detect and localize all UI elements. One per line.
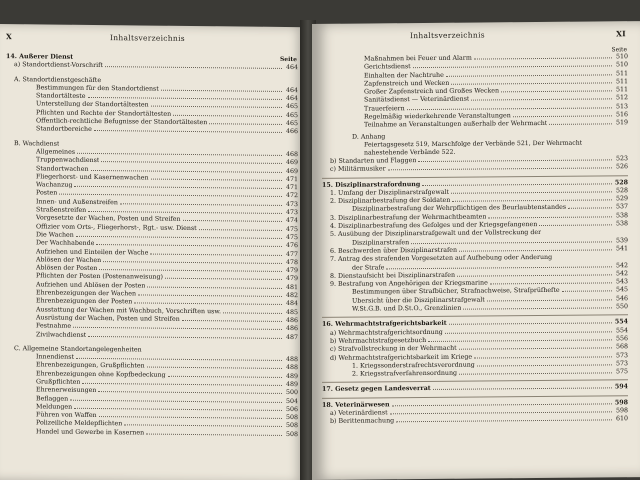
leader-dots xyxy=(422,183,612,186)
toc-entry-title: Maßnahmen bei Feuer und Alarm xyxy=(364,54,472,63)
toc-entry-page: 594 xyxy=(614,383,628,391)
leader-dots xyxy=(88,211,282,214)
toc-entry-title: 4. Disziplinarbestrafung des Gefolges und der Kriegsgefangenen xyxy=(330,221,538,230)
toc-entry-page: 473 xyxy=(285,200,298,208)
toc-entry-page: 488 xyxy=(285,364,298,372)
leader-dots xyxy=(70,399,282,402)
toc-section-heading: 14. Äußerer Dienst Seite xyxy=(6,53,297,64)
right-page-number: XI xyxy=(616,29,626,39)
leader-dots xyxy=(449,323,612,325)
toc-entry-title: c) Strafvollstreckung in der Wehrmacht xyxy=(330,344,457,354)
toc-entry-page: 484 xyxy=(285,300,298,308)
leader-dots xyxy=(161,90,282,92)
toc-entry-title: 17. Gesetz gegen Landesverrat xyxy=(322,385,431,394)
right-running-head: Inhaltsverzeichnis xyxy=(410,30,485,41)
toc-entry-title: 16. Wehrmachtstrafgerichtsbarkeit xyxy=(322,320,447,329)
leader-dots xyxy=(76,358,282,361)
toc-entry-page: 510 xyxy=(615,61,628,69)
leader-dots xyxy=(59,194,282,197)
left-page-number: X xyxy=(6,32,13,42)
toc-entry-page: 538 xyxy=(615,220,628,228)
toc-entry-title: a) Veterinärdienst xyxy=(330,409,388,417)
toc-entry-page: 556 xyxy=(615,335,628,343)
toc-entry-page: 573 xyxy=(615,351,628,359)
toc-entry-page: 465 xyxy=(285,111,298,119)
leader-dots xyxy=(513,115,612,117)
toc-entry-title: Beflaggen xyxy=(36,394,69,403)
toc-entry-title: 3. Disziplinarbestrafung der Wehrmachtbeamten xyxy=(330,213,487,222)
toc-entry-page: 575 xyxy=(615,368,628,376)
leader-dots xyxy=(433,388,612,391)
toc-entry-title: b) Wehrmachtstrafgesetzbuch xyxy=(330,336,427,345)
toc-entry-title: Standortälteste xyxy=(36,92,86,101)
toc-entry-title: Ehrenbezeigungen der Wachen xyxy=(36,289,137,298)
toc-entry-page: 554 xyxy=(614,318,628,326)
toc-entry-page: 538 xyxy=(615,211,628,220)
leader-dots xyxy=(459,249,612,251)
toc-entry-title: 15. Disziplinarstrafordnung xyxy=(322,180,421,189)
toc-entry-title: Ausstattung der Wachen mit Wachbuch, Vorschriften usw. xyxy=(36,305,222,315)
toc-entry-title: Aufziehen und Ablösen der Posten xyxy=(36,281,146,290)
toc-entry-page: 486 xyxy=(285,325,298,333)
toc-entry-page: 529 xyxy=(615,195,628,203)
toc-entry-title: Bestimmungen für den Standortdienst xyxy=(36,84,159,93)
toc-entry-title: Ehrenerweisungen xyxy=(36,386,97,395)
toc-entry-page: 528 xyxy=(614,178,628,186)
toc-entry-title: Vorgesetzte der Wachen, Posten und Streifen xyxy=(36,214,181,224)
toc-entry-title: 8. Dienstaufsicht bei Disziplinarstrafen xyxy=(330,271,456,280)
toc-entry-page: 598 xyxy=(615,407,628,415)
toc-entry-page: 475 xyxy=(285,225,298,233)
toc-entry-title: 1. Umfang der Disziplinarstrafgewalt xyxy=(330,188,450,197)
leader-dots xyxy=(396,420,612,423)
seite-label: Seite xyxy=(611,46,627,54)
toc-entry-page: 508 xyxy=(285,422,298,430)
leader-dots xyxy=(428,339,612,342)
toc-entry-page: 476 xyxy=(285,242,298,250)
toc-entry-page: 479 xyxy=(285,267,298,275)
toc-entry-title: Ehrenbezeigungen, Grußpflichten xyxy=(36,361,145,370)
leader-dots xyxy=(392,403,612,406)
toc-entry-title: Fliegerhorst- und Kasernenwachen xyxy=(36,173,149,182)
leader-dots xyxy=(88,335,282,338)
toc-entry-page: 465 xyxy=(285,120,298,128)
toc-entry-title: Einhalten der Nachtruhe xyxy=(364,71,444,80)
toc-entry-page: 526 xyxy=(615,163,628,171)
toc-entry xyxy=(6,428,298,439)
toc-entry-title: Pflichten der Posten (Postenanweisung) xyxy=(36,272,163,282)
leader-dots xyxy=(459,348,612,350)
toc-entry-title: W.St.G.B. und D.St.O., Grenzlinien xyxy=(352,304,462,313)
leader-dots xyxy=(539,224,612,226)
toc-entry-page: 465 xyxy=(285,103,298,111)
toc-entry-page: 554 xyxy=(615,326,628,334)
leader-dots xyxy=(446,74,612,76)
leader-dots xyxy=(138,294,282,297)
toc-entry-title: Gerichtsdienst xyxy=(364,63,411,71)
toc-section-heading xyxy=(322,384,628,395)
toc-entry-page: 504 xyxy=(285,397,298,405)
toc-entry-title: 18. Veterinärwesen xyxy=(322,401,390,409)
toc-entry-title: 2. Disziplinarbestrafung der Soldaten xyxy=(330,196,451,205)
section-divider xyxy=(322,380,628,384)
toc-entry-page: 466 xyxy=(285,128,298,136)
leader-dots xyxy=(99,416,282,419)
toc-entry-page: 519 xyxy=(615,119,628,127)
toc-entry-title: Der Wachhabende xyxy=(36,239,95,248)
toc-entry xyxy=(322,368,628,379)
leader-dots xyxy=(209,123,282,125)
leader-dots xyxy=(103,82,282,84)
left-toc xyxy=(6,50,298,439)
section-divider xyxy=(322,395,628,399)
leader-dots xyxy=(457,274,612,276)
leader-dots xyxy=(386,266,612,269)
leader-dots xyxy=(501,91,612,93)
leader-dots xyxy=(568,208,612,209)
toc-entry-page: 511 xyxy=(615,86,628,94)
leader-dots xyxy=(147,286,282,288)
leader-dots xyxy=(471,99,612,101)
toc-entry-page: 469 xyxy=(285,159,298,167)
toc-entry-page: 471 xyxy=(285,184,298,192)
leader-dots xyxy=(451,191,612,193)
toc-entry-title: Bestimmungen über Strafbücher, Strafnachweise, Strafprüfhefte xyxy=(352,287,560,297)
toc-entry-title: Ablösen der Posten xyxy=(36,264,98,273)
toc-entry-page: 478 xyxy=(285,258,298,266)
toc-entry-title: Standortwachen xyxy=(36,164,89,173)
toc-entry-title: Grußpflichten xyxy=(36,378,81,386)
leader-dots xyxy=(390,411,612,414)
leader-dots xyxy=(94,130,282,133)
toc-entry-page: 471 xyxy=(285,175,298,183)
leader-dots xyxy=(76,236,282,239)
leader-dots xyxy=(459,372,612,374)
toc-entry-page: 568 xyxy=(615,343,628,351)
toc-entry-title: 2. Kriegsstrafverfahrensordnung xyxy=(352,369,458,378)
toc-entry-page: 464 xyxy=(285,86,298,95)
leader-dots xyxy=(223,312,282,314)
toc-entry-page: 500 xyxy=(285,389,298,397)
toc-entry-title: Straßenstreifen xyxy=(36,206,87,214)
toc-entry-title: Handel und Gewerbe in Kasernen xyxy=(36,428,145,437)
leader-dots xyxy=(91,170,282,173)
toc-entry-title: Die Wachen xyxy=(36,231,74,239)
toc-entry-page: 468 xyxy=(285,150,298,159)
toc-entry-page: 537 xyxy=(615,203,628,211)
toc-entry-page: 485 xyxy=(285,308,298,316)
left-running-head: Inhaltsverzeichnis xyxy=(110,33,185,43)
leader-dots xyxy=(77,153,282,156)
leader-dots xyxy=(74,186,282,189)
toc-entry-title: c) Militärmusiker xyxy=(330,165,386,174)
toc-entry-page: 513 xyxy=(615,103,628,111)
toc-entry-title: Disziplinarstrafen xyxy=(352,238,410,247)
toc-entry-title: Pflichten und Rechte der Standortältesten xyxy=(36,109,172,118)
leader-dots xyxy=(144,351,282,352)
toc-entry-page: 511 xyxy=(615,78,628,86)
toc-entry-title: b) Berittenmachung xyxy=(330,417,395,426)
toc-entry-page: 486 xyxy=(285,316,298,325)
toc-entry-title: Ehrenbezeigungen der Posten xyxy=(36,297,133,306)
leader-dots xyxy=(418,159,612,162)
leader-dots xyxy=(452,200,612,202)
toc-entry-page: 488 xyxy=(285,356,298,364)
toc-entry-page: 523 xyxy=(615,155,628,163)
toc-entry-page: 477 xyxy=(285,250,298,258)
leader-dots xyxy=(134,303,282,306)
leader-dots xyxy=(411,241,612,244)
toc-entry-title: B. Wachdienst xyxy=(14,139,60,148)
toc-entry-title: Großer Zapfenstreich und Großes Wecken xyxy=(364,87,500,96)
toc-entry-page: 481 xyxy=(285,283,298,291)
toc-entry-page: 610 xyxy=(615,415,628,423)
toc-entry-title: 1. Kriegssonderstrafrechtsverordnung xyxy=(352,361,475,370)
toc-entry-title: Regelmäßig wiederkehrende Veranstaltungen xyxy=(364,112,511,121)
toc-entry-page: 539 xyxy=(615,236,628,244)
toc-entry-page: 464 xyxy=(285,95,298,103)
leader-dots xyxy=(98,391,282,394)
toc-entry-page: 543 xyxy=(615,278,628,286)
toc-entry-page: 508 xyxy=(285,414,298,422)
section-divider xyxy=(322,315,628,319)
toc-entry-page: 573 xyxy=(615,360,628,368)
toc-entry-title: Zivilwachdienst xyxy=(36,330,87,339)
leader-dots xyxy=(151,178,282,180)
toc-entry-title: Polizeiliche Meldepflichten xyxy=(36,419,123,428)
toc-entry-title: Öffentlich-rechtliche Befugnisse der Standortältesten xyxy=(36,117,208,127)
toc-entry-page: 528 xyxy=(615,187,628,195)
toc-entry-title: Meldungen xyxy=(36,403,73,411)
leader-dots xyxy=(474,57,612,59)
toc-entry-title: Trauerfeiern xyxy=(364,104,405,113)
leader-dots xyxy=(73,327,282,330)
toc-entry-title: Unterstellung der Standortältesten xyxy=(36,100,149,110)
toc-entry-page: 512 xyxy=(615,94,628,102)
leader-dots xyxy=(388,168,612,171)
leader-dots xyxy=(445,331,612,333)
toc-entry-page: 487 xyxy=(285,333,298,341)
toc-entry xyxy=(322,416,628,427)
toc-entry-title: Ablösen der Wachen xyxy=(36,256,102,264)
toc-entry-title: d) Wehrmachtstrafgerichtsbarkeit im Kriege xyxy=(330,353,473,362)
leader-dots xyxy=(173,115,282,117)
toc-entry-title: C. Allgemeine Standortangelegenheiten xyxy=(14,344,142,354)
toc-entry-title: Allgemeines xyxy=(36,148,76,156)
leader-dots xyxy=(549,124,612,126)
leader-dots xyxy=(490,283,612,285)
toc-entry-title: 7. Antrag des strafenden Vorgesetzten auf Aufhebung oder Änderung xyxy=(330,254,553,264)
toc-entry-title: Posten xyxy=(36,189,58,198)
left-page xyxy=(0,24,306,480)
toc-entry-page: 546 xyxy=(615,294,628,303)
leader-dots xyxy=(103,261,282,264)
leader-dots xyxy=(88,97,282,100)
leader-dots xyxy=(182,320,282,322)
leader-dots xyxy=(463,307,612,309)
leader-dots xyxy=(150,253,282,255)
right-page xyxy=(312,21,640,480)
toc-entry-page: 511 xyxy=(615,69,628,77)
toc-entry-title: Festnahme xyxy=(36,322,72,330)
toc-entry-title: a) Wehrmachtstrafgerichtsordnung xyxy=(330,328,443,337)
right-toc xyxy=(322,47,628,426)
leader-dots xyxy=(124,425,282,428)
toc-entry-title: Ausrüstung der Wachen, Posten und Streifen xyxy=(36,314,180,323)
toc-entry-title: Aufziehen und Einteilen der Wache xyxy=(36,247,149,257)
leader-dots xyxy=(105,66,282,69)
toc-entry-title: 6. Beschwerden über Disziplinarstrafen xyxy=(330,246,458,255)
leader-dots xyxy=(99,269,282,272)
toc-entry-title: A. Standortdienstgeschäfte xyxy=(14,75,102,84)
toc-entry-title: D. Anhang xyxy=(352,133,386,141)
leader-dots xyxy=(407,107,612,110)
leader-dots xyxy=(96,244,282,247)
toc-entry-title: 9. Bestrafung von Angehörigen der Kriegsmarine xyxy=(330,279,488,288)
toc-entry-page: 541 xyxy=(615,245,628,253)
toc-entry-page: 542 xyxy=(615,261,628,269)
toc-entry xyxy=(322,303,628,314)
toc-entry-page: 475 xyxy=(285,233,298,242)
toc-entry-title: a) Standortdienst-Vorschrift xyxy=(14,61,103,70)
toc-entry-title: Ehrenbezeigungen ohne Kopfbedeckung xyxy=(36,370,166,379)
toc-entry-page: 482 xyxy=(285,292,298,300)
toc-entry-page: 472 xyxy=(285,192,298,200)
leader-dots xyxy=(183,220,282,222)
toc-entry-title: Übersicht über die Disziplinarstrafgewalt xyxy=(352,296,485,305)
toc-entry-title: Innendienst xyxy=(36,353,74,361)
toc-entry-page: 508 xyxy=(285,430,298,438)
seite-label: Seite xyxy=(279,55,297,64)
leader-dots xyxy=(82,383,282,386)
leader-dots xyxy=(451,82,612,84)
leader-dots xyxy=(199,229,282,231)
toc-entry-title: b) Standarten und Flaggen xyxy=(330,157,417,165)
toc-entry-page: 474 xyxy=(285,217,298,225)
leader-dots xyxy=(387,136,612,138)
toc-entry-page: 489 xyxy=(285,380,298,389)
toc-entry-title: 5. Ausübung der Disziplinarstrafgewalt und der Vollstreckung der xyxy=(330,229,542,239)
toc-entry-title: Innen- und Außenstreifen xyxy=(36,198,118,206)
leader-dots xyxy=(165,278,282,280)
leader-dots xyxy=(146,433,282,435)
toc-entry-title: Disziplinarbestrafung der Wehrpflichtigen des Beurlaubtenstandes xyxy=(352,204,567,214)
leader-dots xyxy=(147,367,282,369)
leader-dots xyxy=(101,161,282,164)
leader-dots xyxy=(487,299,612,301)
toc-entry xyxy=(322,164,628,175)
toc-entry-page: 516 xyxy=(615,111,628,119)
toc-entry-title: der Strafe xyxy=(352,263,385,272)
leader-dots xyxy=(554,259,612,260)
leader-dots xyxy=(562,291,612,292)
toc-entry-title: Teilnahme an Veranstaltungen außerhalb der Wehrmacht xyxy=(364,120,548,129)
toc-entry-page: 542 xyxy=(615,270,628,278)
leader-dots xyxy=(477,364,612,366)
toc-entry-page: 464 xyxy=(285,64,298,72)
toc-entry-title: Offizier vom Orts-, Fliegerhorst-, Rgt.- usw. Dienst xyxy=(36,223,197,232)
toc-entry-page: 598 xyxy=(614,398,628,407)
toc-entry-page: 550 xyxy=(615,303,628,311)
toc-entry-page: 506 xyxy=(285,405,298,413)
toc-entry-page: 473 xyxy=(285,209,298,217)
toc-entry-page: 479 xyxy=(285,275,298,283)
leader-dots xyxy=(474,356,612,358)
toc-entry-page: 545 xyxy=(615,286,628,294)
leader-dots xyxy=(168,375,282,377)
toc-entry-page: 489 xyxy=(285,372,298,380)
leader-dots xyxy=(120,203,282,206)
toc-entry-title: Standortbereiche xyxy=(36,125,92,134)
leader-dots xyxy=(488,216,612,218)
section-divider xyxy=(322,175,628,179)
leader-dots xyxy=(61,145,282,147)
toc-entry-title: Sanitätsdienst — Veterinärdienst xyxy=(364,96,470,105)
toc-note: Feiertagsgesetz 519, Marschfolge der Verbände 521, Der Wehrmacht nahestehende Verbände 522. xyxy=(364,139,583,157)
leader-dots xyxy=(543,234,612,235)
leader-dots xyxy=(151,106,282,108)
toc-entry-page: 469 xyxy=(285,167,298,175)
toc-entry-title: Truppenwachdienst xyxy=(36,156,100,165)
toc-entry-title: Wachanzug xyxy=(36,181,73,189)
leader-dots xyxy=(413,66,612,69)
toc-entry-page: 510 xyxy=(615,53,628,61)
leader-dots xyxy=(74,408,282,411)
toc-entry-title: Zapfenstreich und Wecken xyxy=(364,79,450,88)
toc-entry-title: Führen von Waffen xyxy=(36,411,97,420)
